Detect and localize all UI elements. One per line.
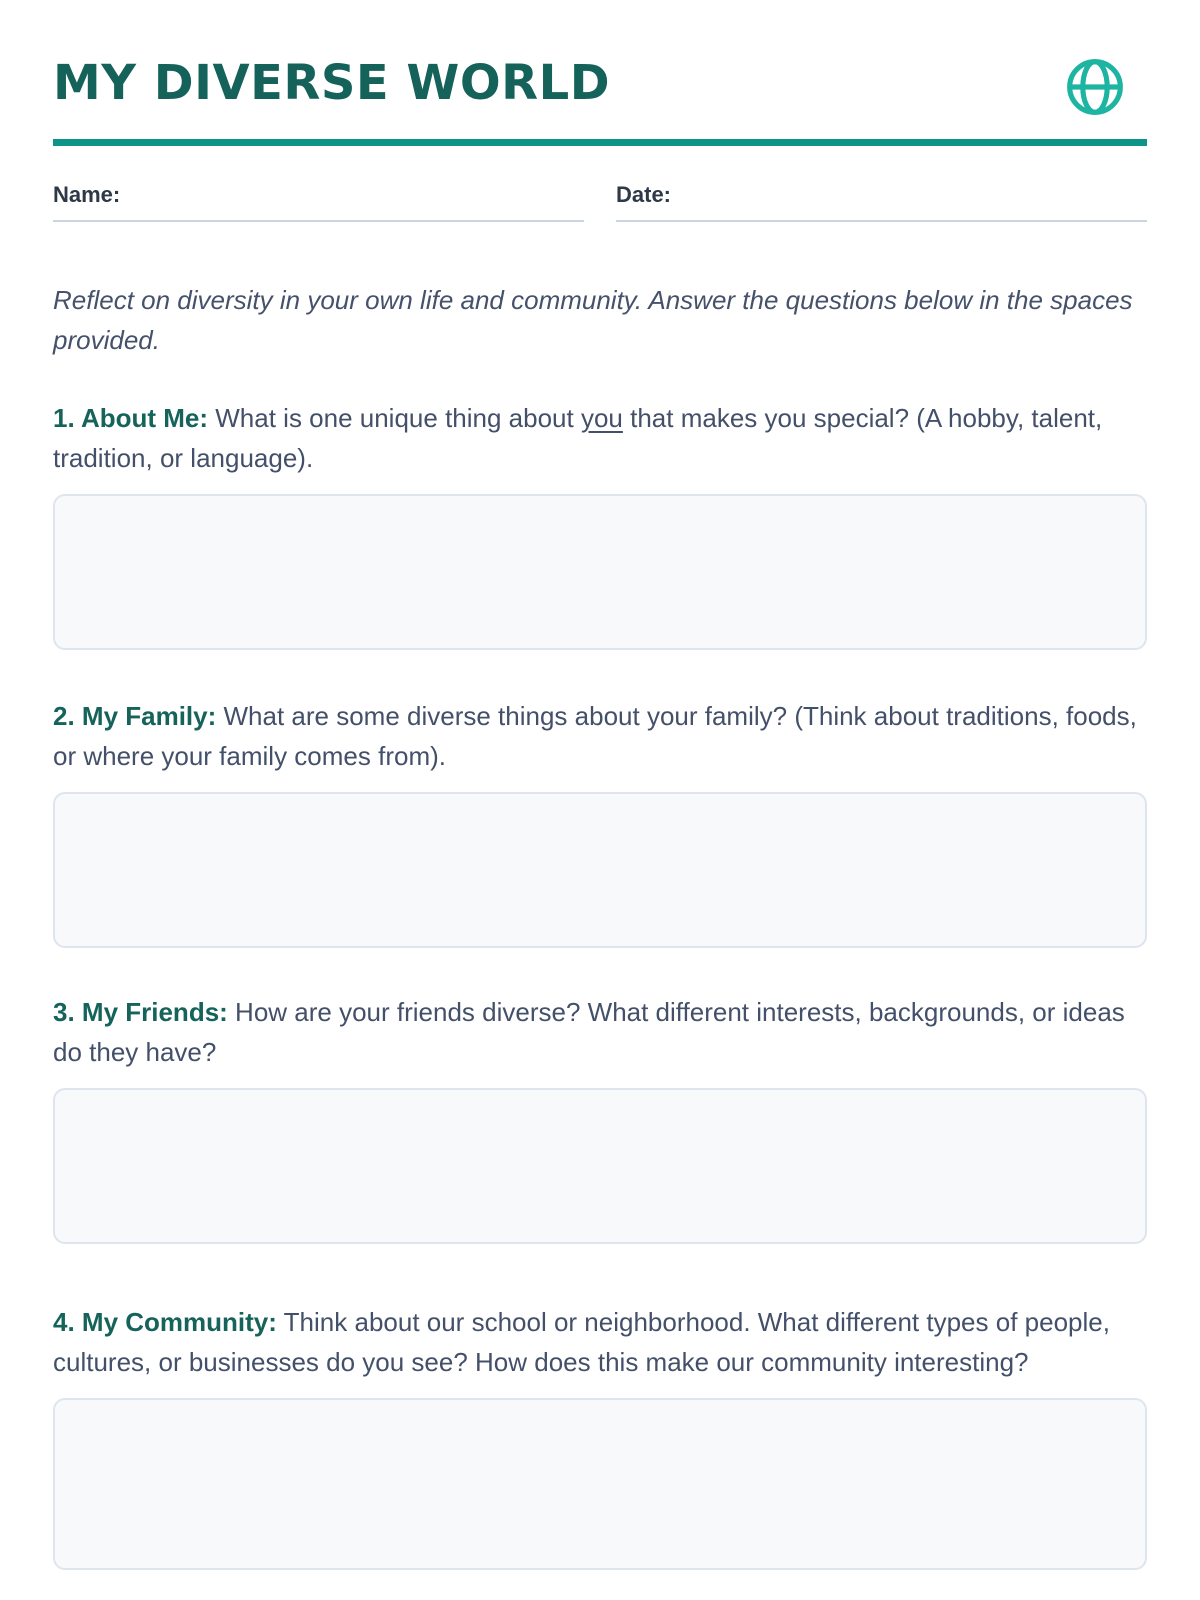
- question-2-text: What are some diverse things about your family? (Think about traditions, foods, or where your family comes from).: [53, 701, 1137, 771]
- section-my-friends: [53, 992, 1147, 1244]
- header: [53, 57, 1147, 117]
- question-4-text: Think about our school or neighborhood. What different types of people, cultures, or businesses do you see? How does this make our community interesting?: [53, 1307, 1110, 1377]
- name-input-line[interactable]: [53, 208, 584, 222]
- question-2-label: 2. My Family:: [53, 701, 217, 731]
- question-3: [53, 992, 1147, 1072]
- question-1-label: 1. About Me:: [53, 403, 209, 433]
- page-title: MY DIVERSE WORLD: [53, 55, 611, 111]
- question-4-label: 4. My Community:: [53, 1307, 277, 1337]
- date-input-line[interactable]: [616, 208, 1147, 222]
- answer-box-about-me[interactable]: [53, 494, 1147, 650]
- question-3-text: How are your friends diverse? What different interests, backgrounds, or ideas do they have?: [53, 997, 1125, 1067]
- date-label: Date:: [616, 182, 672, 207]
- intro-text: Reflect on diversity in your own life and community. Answer the questions below in the spaces provided.: [53, 285, 1133, 355]
- answer-box-my-family[interactable]: [53, 792, 1147, 948]
- globe-icon: [1065, 57, 1125, 117]
- name-field: [53, 182, 584, 222]
- answer-box-my-community[interactable]: [53, 1398, 1147, 1570]
- question-3-label: 3. My Friends:: [53, 997, 228, 1027]
- question-1: [53, 398, 1147, 478]
- divider-rule: [53, 139, 1147, 146]
- name-label: Name:: [53, 182, 121, 207]
- name-date-row: [53, 182, 1147, 222]
- section-my-community: [53, 1302, 1147, 1570]
- answer-box-my-friends[interactable]: [53, 1088, 1147, 1244]
- question-1-underlined-word: you: [580, 403, 623, 433]
- question-2: [53, 696, 1147, 776]
- question-1-text: What is one unique thing about: [208, 403, 581, 433]
- question-4: [53, 1302, 1147, 1382]
- date-field: [616, 182, 1147, 222]
- section-about-me: [53, 398, 1147, 650]
- question-1-text-after: that makes you special? (A hobby, talent, tradition, or language).: [53, 403, 1103, 473]
- section-my-family: [53, 696, 1147, 948]
